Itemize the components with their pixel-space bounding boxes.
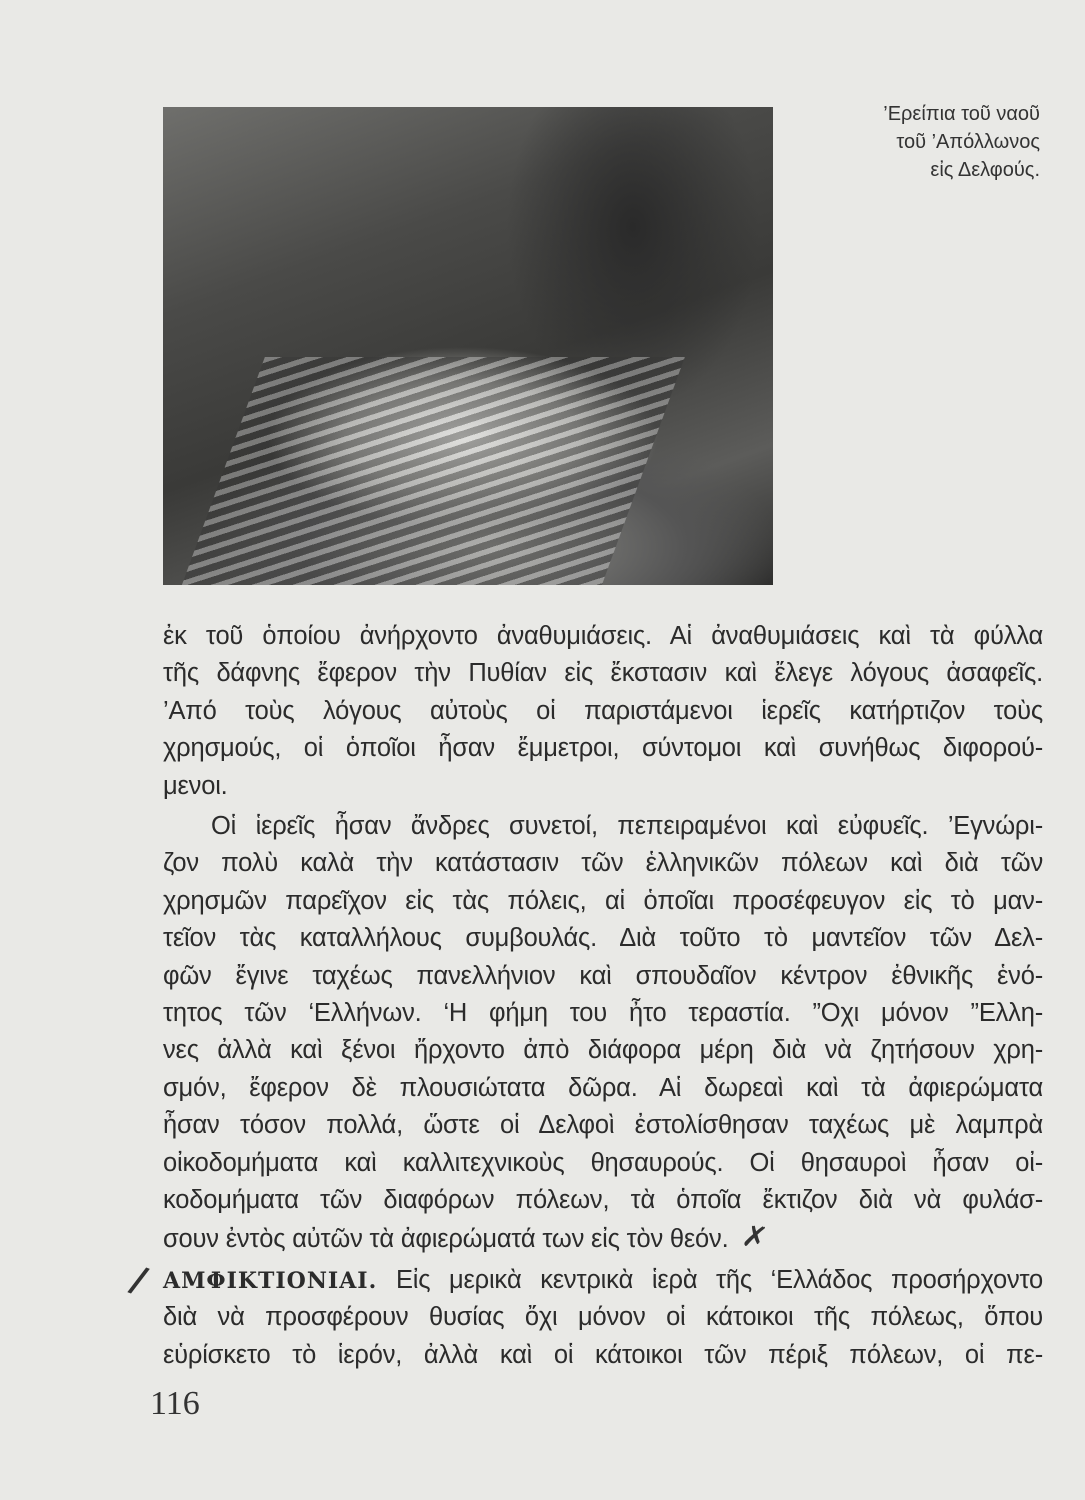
delphi-temple-ruins-photo (163, 107, 773, 585)
text-line: ἐκ τοῦ ὁποίου ἀνήρχοντο ἀναθυμιάσεις. Αἱ ἀναθυμιάσεις καὶ τὰ φύλλα (163, 622, 1043, 650)
text-line: νες ἀλλὰ καὶ ξένοι ἤρχοντο ἀπὸ διάφορα μέρη διὰ νὰ ζητήσουν χρη- (163, 1036, 1043, 1065)
last-line (163, 1219, 1043, 1256)
text-line: διὰ νὰ προσφέρουν θυσίας ὄχι μόνον οἱ κάτοικοι τῆς πόλεως, ὅπου (163, 1303, 1043, 1332)
text-line: Οἱ ἱερεῖς ἦσαν ἄνδρες συνετοί, πεπειραμένοι καὶ εὐφυεῖς. ’Εγνώρι- (211, 812, 1043, 840)
handwritten-stroke-mark-icon: / (125, 1258, 152, 1303)
paragraph-1 (163, 618, 1043, 805)
paragraph-2 (163, 808, 1043, 1257)
text-line: ζον πολὺ καλὰ τὴν κατάστασιν τῶν ἑλληνικῶν πόλεων καὶ διὰ τῶν (163, 849, 1043, 878)
text-line: εὑρίσκετο τὸ ἱερόν, ἀλλὰ καὶ οἱ κάτοικοι τῶν πέριξ πόλεων, οἱ πε- (163, 1340, 1043, 1369)
caption-line: εἰς Δελφούς. (930, 159, 1040, 181)
text-line: κοδομήματα τῶν διαφόρων πόλεων, τὰ ὁποῖα ἔκτιζον διὰ νὰ φυλάσ- (163, 1185, 1043, 1214)
text-line: μενοι. (163, 771, 228, 800)
section-amphictyonies (163, 1262, 1043, 1374)
text-line: σουν ἐντὸς αὐτῶν τὰ ἀφιερώματά των εἰς τὸν θεόν. (163, 1225, 729, 1254)
text-line: τεῖον τὰς καταλλήλους συμβουλάς. Διὰ τοῦτο τὸ μαντεῖον τῶν Δελ- (163, 924, 1043, 953)
text-line: ἦσαν τόσον πολλά, ὥστε οἱ Δελφοὶ ἐστολίσθησαν ταχέως μὲ λαμπρὰ (163, 1111, 1043, 1140)
section-first-line (163, 1262, 1043, 1299)
text-line: Εἰς μερικὰ κεντρικὰ ἱερὰ τῆς ‘Ελλάδος προσήρχοντο (395, 1266, 1043, 1294)
text-line: φῶν ἔγινε ταχέως πανελλήνιον καὶ σπουδαῖον κέντρον ἐθνικῆς ἑνό- (163, 961, 1043, 990)
text-line: χρησμῶν παρεῖχον εἰς τὰς πόλεις, αἱ ὁποῖαι προσέφευγον εἰς τὸ μαν- (163, 886, 1043, 915)
page-number: 116 (150, 1385, 200, 1422)
caption-line: ’Ερείπια τοῦ ναοῦ (883, 103, 1040, 125)
text-line: τητος τῶν ‘Ελλήνων. ‘Η φήμη του ἦτο τεραστία. ”Οχι μόνον ”Ελλη- (163, 998, 1043, 1027)
text-line: ’Από τοὺς λόγους αὐτοὺς οἱ παριστάμενοι ἱερεῖς κατήρτιζον τοὺς (163, 696, 1043, 725)
text-line: οἰκοδομήματα καὶ καλλιτεχνικοὺς θησαυρούς. Οἱ θησαυροὶ ἦσαν οἰ- (163, 1148, 1043, 1177)
text-line: χρησμούς, οἱ ὁποῖοι ἦσαν ἔμμετροι, σύντομοι καὶ συνήθως διφορού- (163, 734, 1043, 763)
section-heading: ΑΜΦΙΚΤΙΟΝΙΑΙ. (163, 1268, 378, 1294)
handwritten-x-mark-icon: ✗ (739, 1218, 771, 1258)
figure-caption (883, 100, 1040, 184)
text-line: σμόν, ἔφερον δὲ πλουσιώτατα δῶρα. Αἱ δωρεαὶ καὶ τὰ ἀφιερώματα (163, 1073, 1043, 1102)
text-line: τῆς δάφνης ἔφερον τὴν Πυθίαν εἰς ἔκστασιν καὶ ἔλεγε λόγους ἀσαφεῖς. (163, 659, 1043, 688)
caption-line: τοῦ ’Απόλλωνος (896, 131, 1040, 153)
